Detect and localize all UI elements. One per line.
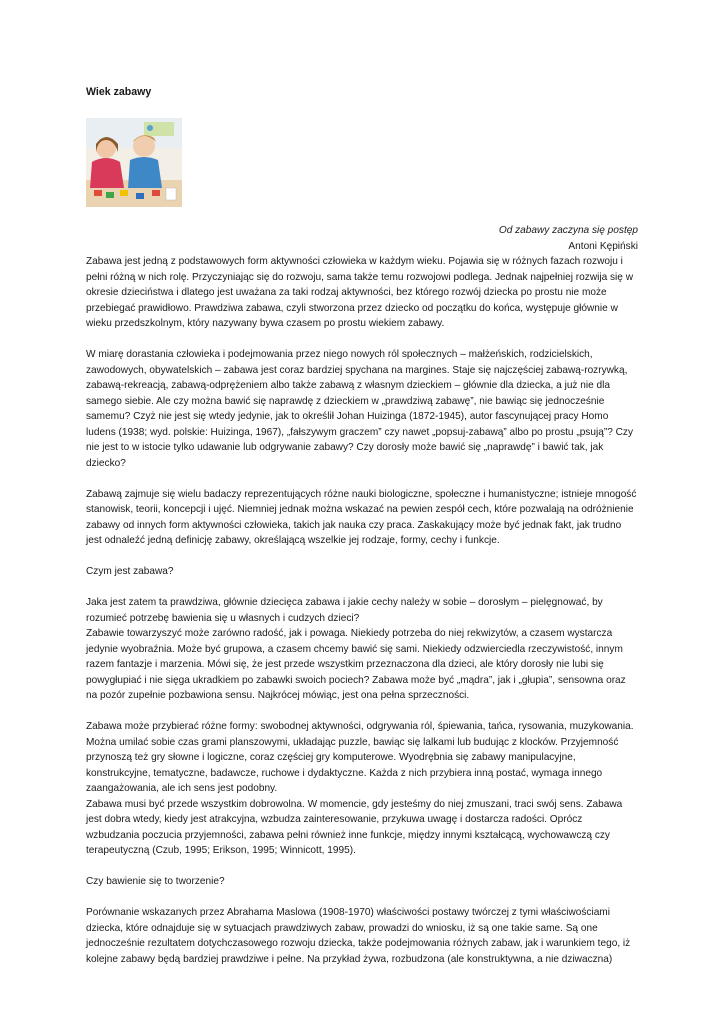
section-heading: Czym jest zabawa? [86,566,174,577]
motto-quote: Od zabawy zaczyna się postęp [498,225,638,236]
children-playing-photo [86,118,182,207]
paragraph: Zabawa może przybierać różne formy: swobodnej aktywności, odgrywania ról, śpiewania, tańca, rysowania, muzykowania. Można umilać sobie czas grami planszowymi, układając puzzle, bawiąc się lalkami lub budując z klocków. Przyjemność przynoszą też gry słowne i logiczne, coraz częściej gry komputerowe. Wyodrębnia się zabawy manipulacyjne, konstrukcyjne, tematyczne, badawcze, ruchowe i dydaktyczne. Każda z nich przybiera inną postać, wymaga innego zaangażowania, ale ich sens jest podobny. [86,721,634,794]
motto-author: Antoni Kępiński [568,240,638,252]
section-heading: Czy bawienie się to tworzenie? [86,876,225,887]
paragraph: W miarę dorastania człowieka i podejmowania przez niego nowych ról społecznych – małżeńskich, rodzicielskich, zawodowych, obywatelskich – zabawa jest coraz bardziej spychana na margines. Staje się najczęściej zabawą-rozrywką, zabawą-rekreacją, zabawą-odprężeniem albo także zabawą z własnym dzieckiem – głównie dla dziecka, a już nie dla samego siebie. Ale czy można bawić się naprawdę z dzieckiem w „prawdziwą zabawę”, nie bawiąc się jednocześnie samemu? Czyż nie jest się wtedy jedynie, jak to określił Johan Huizinga (1872-1945), autor fascynującej pracy Homo ludens (1938; wyd. polskie: Huizinga, 1967), „fałszywym graczem” czy nawet „popsuj-zabawą” albo po prostu „psują”? Czy nie jest to w istocie tylko udawanie lub odgrywanie zabawy? Czy dorosły może bawić się „naprawdę” i bawić tak, jak dziecko? [86,349,633,469]
paragraph: Zabawa jest jedną z podstawowych form aktywności człowieka w każdym wieku. Pojawia się w różnych fazach rozwoju i pełni różną w nich rolę. Przyczyniając się do rozwoju, sama także temu rozwojowi podlega. Jednak najpełniej rozwija się w okresie dzieciństwa i dlatego jest uważana za taki rodzaj aktywności, bez którego rozwój dziecka po prostu nie może przebiegać prawidłowo. Prawdziwa zabawa, czyli stworzona przez dziecko od początku do końca, występuje głównie w wieku przedszkolnym, który nazywany bywa czasem po prostu wiekiem zabawy. [86,256,634,329]
paragraph: Porównanie wskazanych przez Abrahama Maslowa (1908-1970) właściwości postawy twórczej z tymi właściwościami dziecka, które odnajduje się w sytuacjach prawdziwych zabaw, prowadzi do wniosku, iż są one takie same. Są one jednocześnie rezultatem dotychczasowego rozwoju dziecka, także podejmowania różnych zabaw, jak i warunkiem tego, iż kolejne zabawy będą bardziej prawdziwe i pełne. Na przykład żywa, rozbudzona (ale konstruktywna, a nie dziwaczna) [86,907,631,965]
motto [499,223,638,254]
paragraph: Zabawa musi być przede wszystkim dobrowolna. W momencie, gdy jesteśmy do niej zmuszani, traci swój sens. Zabawa jest dobra wtedy, kiedy jest atrakcyjna, wzbudza zainteresowanie, przykuwa uwagę i dostarcza radości. Oprócz wzbudzania poczucia przyjemności, zabawa pełni również inne funkcje, między innymi kształcącą, wychowawczą czy terapeutyczną (Czub, 1995; Erikson, 1995; Winnicott, 1995). [86,798,623,856]
paragraph: Jaka jest zatem ta prawdziwa, głównie dziecięca zabawa i jakie cechy należy w sobie – dorosłym – pielęgnować, by rozumieć potrzebę bawienia się u własnych i cudzych dzieci? [86,597,603,624]
article-body [86,254,638,983]
page-title: Wiek zabawy [86,86,152,98]
paragraph: Zabawą zajmuje się wielu badaczy reprezentujących różne nauki biologiczne, społeczne i humanistyczne; istnieje mnogość stanowisk, teorii, koncepcji i ujęć. Niemniej jednak można wskazać na pewien zespół cech, które pozwalają na odróżnienie zabawy od innych form aktywności człowieka, takich jak nauka czy praca. Zaskakujący może być jednak fakt, jak trudno jest odnaleźć jedną definicję zabawy, określającą wszelkie jej rodzaje, formy, cechy i funkcje. [86,488,637,546]
paragraph: Zabawie towarzyszyć może zarówno radość, jak i powaga. Niekiedy potrzeba do niej rekwizytów, a czasem wystarcza jedynie wyobraźnia. Może być grupowa, a czasem chcemy bawić się sami. Niekiedy odzwierciedla rzeczywistość, innym razem fantazje i marzenia. Mówi się, że jest przede wszystkim przeznaczona dla dzieci, ale który dorosły nie lubi się powygłupiać i nie sięga ukradkiem po zabawki swoich pociech? Zabawa może być „mądra”, jak i „głupia”, sensowna oraz na pozór zupełnie pozbawiona sensu. Najkrócej mówiąc, jest ona pełna sprzeczności. [86,628,626,701]
